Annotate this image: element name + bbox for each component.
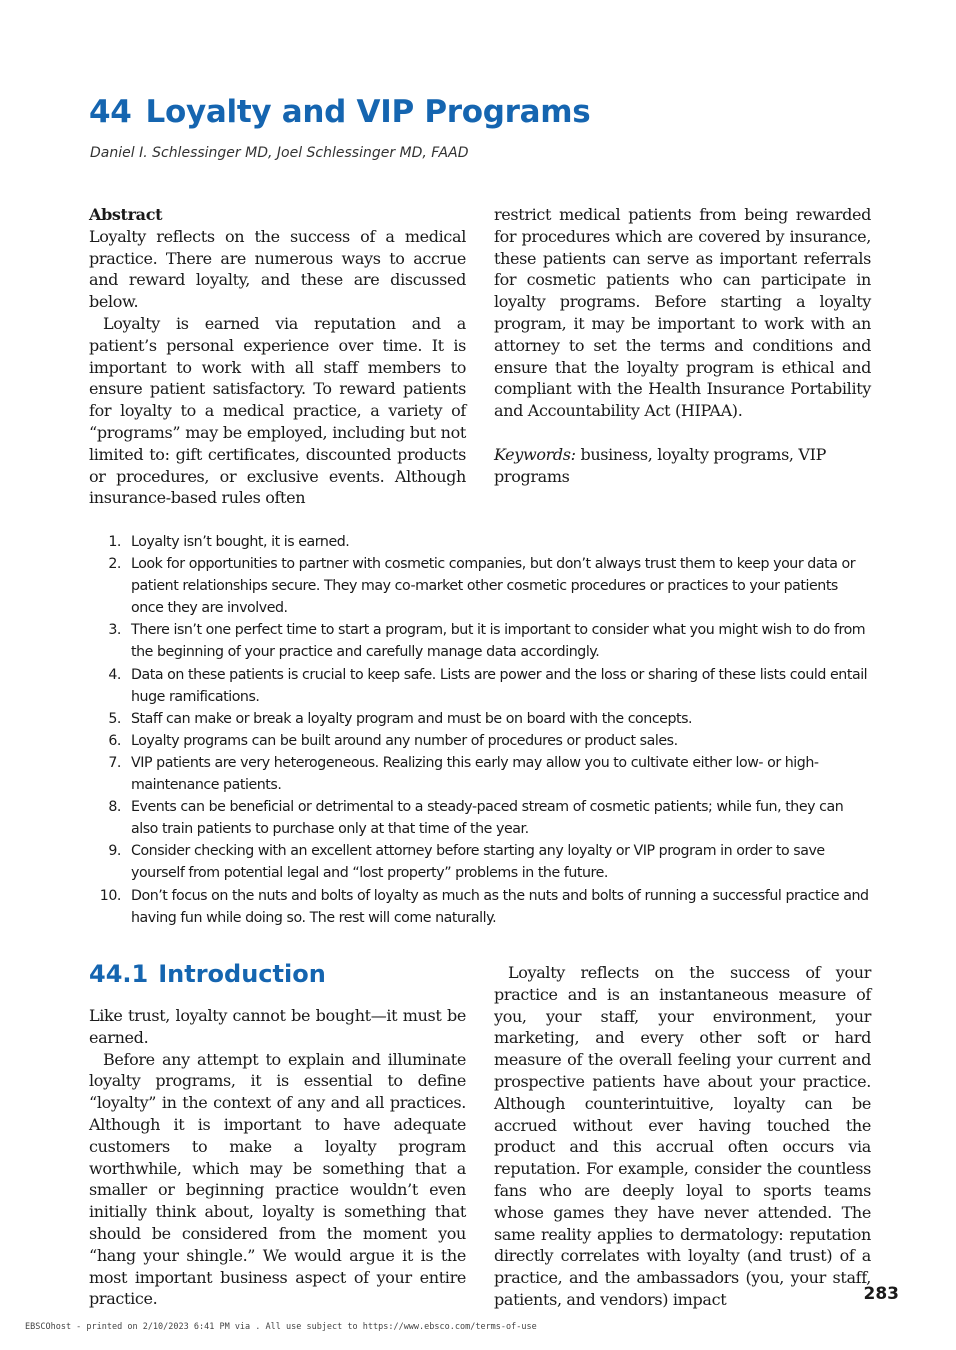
section-heading-text: Introduction [158, 960, 326, 988]
abstract-paragraph-2-continued: restrict medical patients from being rewarded for procedures which are covered by insurance, these patients can serve as important referrals for cosmetic patients who can participate in loyalty programs. Before starting a loyalty program, it may be important to work with an attorney to set the terms and conditions and ensure that the loyalty program is ethical and compliant with the Health Insurance Portability and Accountability Act (HIPAA). [494, 205, 871, 421]
chapter-title [89, 94, 590, 130]
key-point-text: Loyalty programs can be built around any number of procedures or product sales. [131, 732, 678, 749]
introduction-paragraph-1: Like trust, loyalty cannot be bought—it must be earned. [89, 1006, 466, 1047]
abstract-column-left [89, 204, 466, 509]
page-number: 283 [863, 1284, 899, 1304]
key-point-item [89, 885, 869, 929]
abstract-heading: Abstract [89, 205, 163, 224]
keywords-list: business, loyalty programs, VIP programs [494, 444, 826, 486]
key-point-item [89, 730, 869, 752]
key-point-item [89, 708, 869, 730]
key-point-item [89, 664, 869, 708]
abstract-column-right [494, 204, 871, 488]
key-point-number: 5. [108, 710, 121, 727]
abstract-paragraph-2: Loyalty is earned via reputation and a patient’s personal experience over time. It is important to work with all staff members to ensure patient satisfactory. To reward patients for loyalty to a medical practice, a variety of “programs” may be employed, including but not limited to: gift certificates, discounted products or procedures, or exclusive events. Although insurance-based rules often [89, 313, 466, 508]
key-point-number: 4. [108, 666, 121, 683]
section-number: 44.1 [89, 960, 149, 988]
key-point-text: Events can be beneficial or detrimental to a steady-paced stream of cosmetic patients; while fun, they can also train patients to purchase only at that time of the year. [131, 799, 844, 838]
key-point-item [89, 531, 869, 553]
introduction-paragraph-3: Loyalty reflects on the success of your practice and is an instantaneous measure of you, your staff, your environment, your marketing, and every other soft or hard measure of the overall feeling your current and prospective patients have about your practice. Although counterintuitive, loyalty can be accrued without ever having touched the product and this accrual often occurs via reputation. For example, consider the countless fans who are deeply loyal to sports teams whose games they have never attended. The same reality applies to dermatology: reputation directly correlates with loyalty (and trust) of a practice, and the ambassadors (you, your staff, patients, and vendors) impact [494, 963, 871, 1309]
abstract-paragraph-1: Loyalty reflects on the success of a medical practice. There are numerous ways to accrue and reward loyalty, and these are discussed below. [89, 226, 466, 312]
key-point-text: Consider checking with an excellent attorney before starting any loyalty or VIP program in order to save yourself from potential legal and “lost property” problems in the future. [131, 843, 825, 882]
key-point-item [89, 840, 869, 884]
chapter-title-text: Loyalty and VIP Programs [145, 94, 591, 130]
chapter-authors: Daniel I. Schlessinger MD, Joel Schlessinger MD, FAAD [90, 145, 469, 161]
introduction-paragraph-2: Before any attempt to explain and illuminate loyalty programs, it is essential to define “loyalty” in the context of any and all practices. Although it is important to have adequate customers to make a loyalty program worthwhile, which may be something that a smaller or beginning practice wouldn’t even initially think about, loyalty is something that should be considered from the moment you “hang your shingle.” We would argue it is the most important business aspect of your entire practice. [89, 1049, 466, 1309]
introduction-column-left [89, 1005, 466, 1310]
chapter-number: 44 [89, 94, 132, 130]
introduction-column-right [494, 962, 871, 1311]
key-point-number: 10. [99, 887, 121, 904]
key-point-item [89, 752, 869, 796]
key-point-number: 6. [108, 732, 121, 749]
footer-note: EBSCOhost - printed on 2/10/2023 6:41 PM via . All use subject to https://www.ebsco.com/terms-of-use [25, 1322, 537, 1332]
key-point-number: 9. [108, 843, 121, 860]
keywords-line [494, 444, 871, 488]
key-point-text: Loyalty isn’t bought, it is earned. [131, 534, 350, 550]
key-point-text: Data on these patients is crucial to keep safe. Lists are power and the loss or sharing of these lists could entail huge ramifications. [131, 666, 868, 705]
key-point-item [89, 619, 869, 663]
key-point-text: Look for opportunities to partner with cosmetic companies, but don’t always trust them to keep your data or patient relationships secure. They may co-market other cosmetic procedures or practices to your patients once they are involved. [131, 556, 856, 617]
key-point-number: 1. [108, 534, 121, 550]
key-point-text: There isn’t one perfect time to start a program, but it is important to consider what you might wish to do from the beginning of your practice and carefully manage data accordingly. [131, 622, 866, 661]
key-point-number: 3. [108, 622, 121, 639]
key-point-number: 7. [108, 754, 121, 771]
key-point-item [89, 796, 869, 840]
key-point-text: Don’t focus on the nuts and bolts of loyalty as much as the nuts and bolts of running a successful practice and having fun while doing so. The rest will come naturally. [131, 887, 869, 926]
key-points-list [89, 531, 869, 929]
key-point-text: Staff can make or break a loyalty program and must be on board with the concepts. [131, 710, 693, 727]
key-point-text: VIP patients are very heterogeneous. Realizing this early may allow you to cultivate either low- or high-maintenance patients. [131, 754, 819, 794]
key-point-number: 2. [108, 556, 121, 573]
keywords-label: Keywords: [494, 444, 576, 464]
key-point-number: 8. [108, 799, 121, 816]
section-heading-introduction [89, 960, 326, 988]
key-point-item [89, 553, 869, 619]
